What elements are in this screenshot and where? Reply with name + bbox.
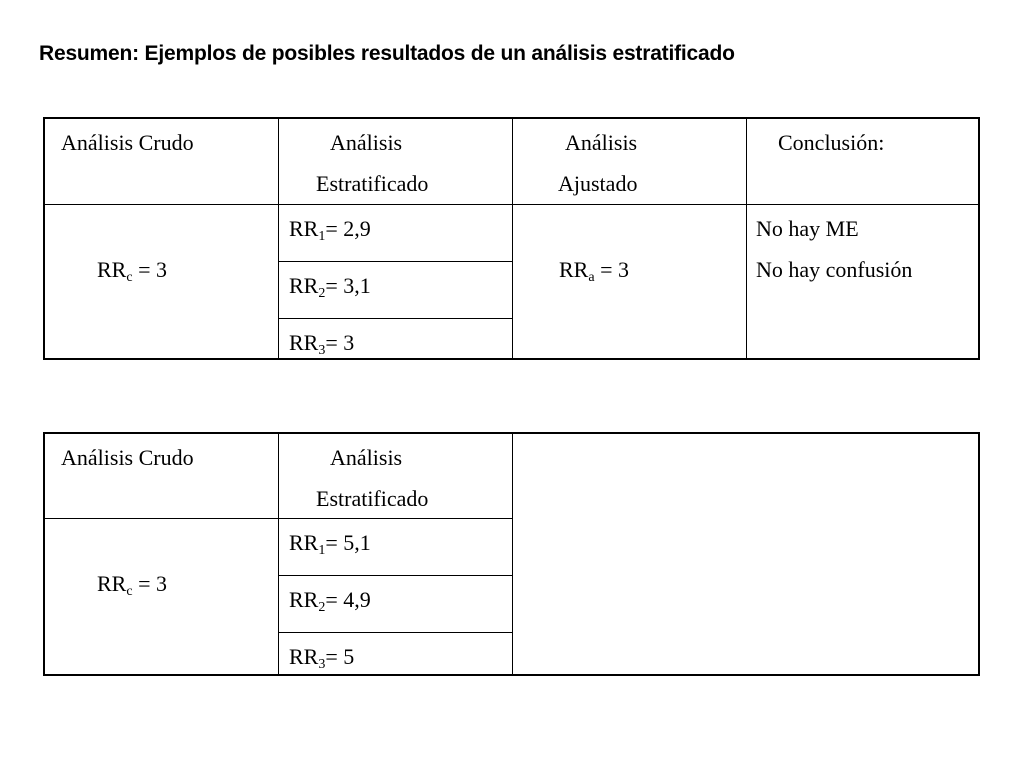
- stratum-rr-1: $RR_1= 2,9$: [289, 216, 371, 244]
- header-crude: Análisis Crudo: [61, 130, 194, 155]
- header-conclusion: Conclusión:: [778, 130, 885, 155]
- header-stratified-line2: Estratificado: [316, 486, 429, 511]
- header-crude: Análisis Crudo: [61, 445, 194, 470]
- header-adjusted-line2: Ajustado: [558, 171, 638, 196]
- adjusted-rr: $RR_a = 3$: [559, 257, 629, 285]
- conclusion-line-2: No hay confusión: [756, 257, 913, 282]
- row-divider: [278, 261, 512, 262]
- crude-rr: $RR_c = 3$: [97, 571, 167, 599]
- results-table-2: [43, 432, 980, 676]
- column-divider: [278, 119, 279, 358]
- row-divider: [278, 632, 512, 633]
- conclusion-line-1: No hay ME: [756, 216, 859, 241]
- column-divider: [746, 119, 747, 358]
- stratum-rr-2: $RR_2= 3,1$: [289, 273, 371, 301]
- stratum-rr-1: $RR_1= 5,1$: [289, 530, 371, 558]
- slide-title: Resumen: Ejemplos de posibles resultados de un análisis estratificado: [39, 42, 735, 65]
- hidden-columns-area: [521, 434, 978, 674]
- row-divider: [278, 318, 512, 319]
- column-divider: [278, 434, 279, 674]
- row-divider: [278, 575, 512, 576]
- results-table-1: [43, 117, 980, 360]
- column-divider: [512, 119, 513, 358]
- row-divider: [45, 204, 978, 205]
- stratum-rr-3: $RR_3= 3$: [289, 330, 355, 358]
- column-divider: [512, 434, 513, 674]
- stratum-rr-2: $RR_2= 4,9$: [289, 587, 371, 615]
- header-stratified-line1: Análisis: [330, 130, 403, 155]
- crude-rr: $RR_c = 3$: [97, 257, 167, 285]
- header-stratified-line1: Análisis: [330, 445, 403, 470]
- header-adjusted-line1: Análisis: [565, 130, 638, 155]
- stratum-rr-3: $RR_3= 5$: [289, 644, 355, 672]
- header-stratified-line2: Estratificado: [316, 171, 429, 196]
- row-divider: [45, 518, 512, 519]
